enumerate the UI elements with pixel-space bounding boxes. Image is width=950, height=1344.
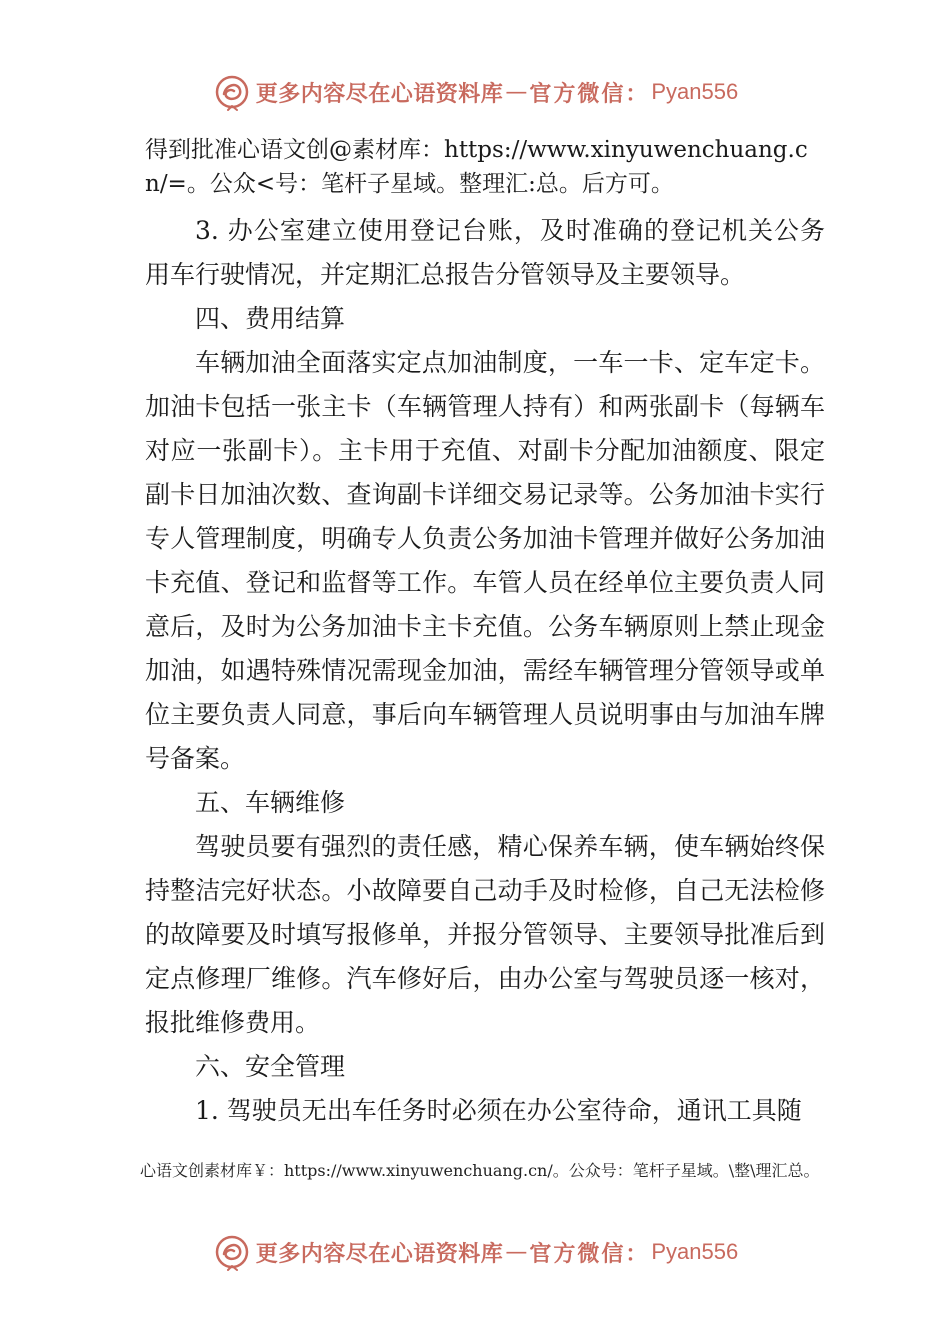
- banner-title: 更多内容尽在心语资料库: [255, 81, 504, 107]
- banner-wechat-label: 官方微信：: [529, 81, 650, 107]
- banner-inner-bottom: [212, 1232, 738, 1272]
- banner-separator-bottom: —: [505, 1239, 528, 1265]
- banner-wechat-id-bottom: Pyan556: [651, 1239, 739, 1264]
- section-heading-vehicle-repair: 五、车辆维修: [195, 788, 346, 817]
- footer-watermark-note: 心语文创素材库￥：https://www.xinyuwenchuang.cn/。公众号：笔杆子星域。\整\理汇总。: [140, 1161, 820, 1180]
- header-banner: [0, 70, 950, 114]
- rose-logo-icon: [212, 72, 252, 112]
- paragraph-safety-1: 1. 驾驶员无出车任务时必须在办公室待命，通讯工具随: [195, 1096, 802, 1125]
- paragraph-repair: 驾驶员要有强烈的责任感，精心保养车辆，使车辆始终保持整洁完好状态。小故障要自己动手及时检修，自己无法检修的故障要及时填写报修单，并报分管领导、主要领导批准后到定点修理厂维修。汽车修好后，由办公室与驾驶员逐一核对，报批维修费用。: [145, 832, 825, 1037]
- banner-wechat-label-bottom: 官方微信：: [529, 1241, 650, 1267]
- paragraph-3-registration: 3. 办公室建立使用登记台账，及时准确的登记机关公务用车行驶情况，并定期汇总报告分管领导及主要领导。: [145, 216, 825, 289]
- banner-inner: [212, 72, 738, 112]
- section-heading-fee-settlement: 四、费用结算: [195, 304, 346, 333]
- banner-wechat-id: Pyan556: [651, 79, 739, 104]
- watermark-notice: 得到批准心语文创@素材库：https://www.xinyuwenchuang.cn/=。公众<号：笔杆子星域。整理汇:总。后方可。: [145, 137, 808, 197]
- footer-banner: [0, 1230, 950, 1274]
- banner-separator: —: [505, 79, 528, 105]
- document-body: [145, 133, 825, 1133]
- section-heading-safety: 六、安全管理: [195, 1052, 346, 1081]
- rose-logo-icon: [212, 1232, 252, 1272]
- banner-title-bottom: 更多内容尽在心语资料库: [255, 1241, 504, 1267]
- paragraph-fuel-card: 车辆加油全面落实定点加油制度，一车一卡、定车定卡。加油卡包括一张主卡（车辆管理人持有）和两张副卡（每辆车对应一张副卡）。主卡用于充值、对副卡分配加油额度、限定副卡日加油次数、查询副卡详细交易记录等。公务加油卡实行专人管理制度，明确专人负责公务加油卡管理并做好公务加油卡充值、登记和监督等工作。车管人员在经单位主要负责人同意后，及时为公务加油卡主卡充值。公务车辆原则上禁止现金加油，如遇特殊情况需现金加油，需经车辆管理分管领导或单位主要负责人同意，事后向车辆管理人员说明事由与加油车牌号备案。: [145, 348, 825, 773]
